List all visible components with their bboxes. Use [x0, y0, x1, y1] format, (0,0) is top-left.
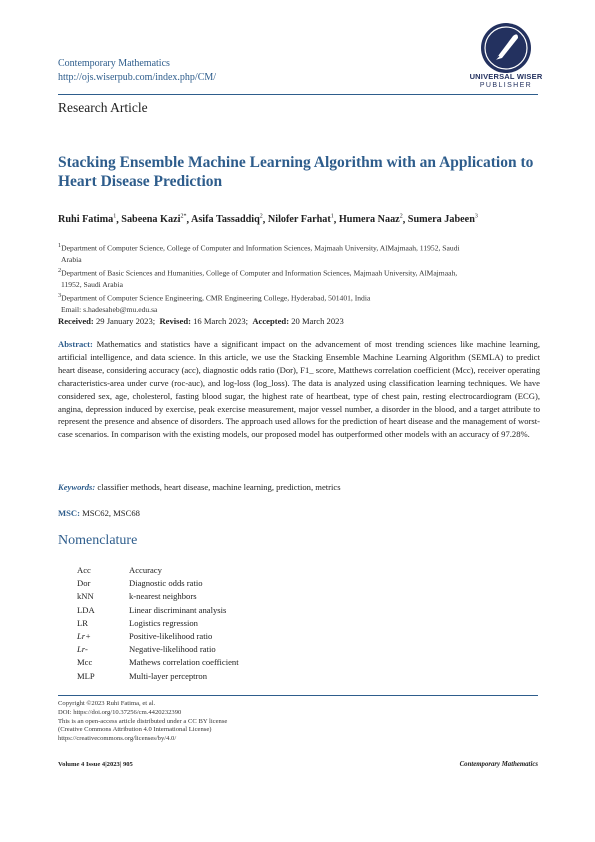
nomenclature-row: Dor Diagnostic odds ratio — [77, 578, 203, 589]
msc-text: MSC62, MSC68 — [82, 508, 140, 518]
journal-header — [58, 57, 216, 85]
msc-label: MSC: — [58, 508, 80, 518]
publisher-sub: PUBLISHER — [479, 82, 533, 89]
nomenclature-row: kNN k-nearest neighbors — [77, 591, 197, 602]
footer-volume: Volume 4 Issue 4|2023| 905 — [58, 761, 133, 768]
nomenclature-row: Lr- Negative-likelihood ratio — [77, 644, 216, 655]
author: Ruhi Fatima$^1$ — [58, 214, 117, 226]
abstract-label: Abstract: — [58, 339, 93, 349]
abstract — [58, 338, 540, 441]
nomenclature-row: LDA Linear discriminant analysis — [77, 604, 227, 615]
nomenclature-row: LR Logistics regression — [77, 617, 198, 628]
copyright-line: Copyright ©2023 Ruhi Fatima, et al. — [58, 700, 156, 707]
article-type: Research Article — [58, 100, 148, 115]
nomenclature-row: MLP Multi-layer perceptron — [77, 670, 208, 681]
nomenclature-row: Lr+ Positive-likelihood ratio — [77, 630, 213, 641]
affiliations — [58, 240, 543, 315]
affiliation: $^2$Department of Basic Sciences and Humanities, College of Computer and Information Sciences, Majmaah University, AlMajmaah, — [58, 266, 458, 278]
license-line: This is an open-access article distributed under a CC BY license — [58, 717, 228, 725]
keywords-label: Keywords: — [58, 482, 96, 492]
email[interactable]: Email: s.hadesaheb@mu.edu.sa — [61, 304, 158, 314]
nomenclature-title: Nomenclature — [58, 533, 138, 548]
paper-title: Stacking Ensemble Machine Learning Algorithm with an Application to Heart Disease Prediction — [58, 154, 534, 190]
author: Nilofer Farhat$^1$ — [267, 214, 334, 226]
author: Sabeena Kazi$^{2*}$ — [121, 214, 187, 226]
nomenclature-row: Mcc Mathews correlation coefficient — [77, 657, 239, 668]
msc — [58, 508, 140, 518]
affiliation: $^1$Department of Computer Science, College of Computer and Information Sciences, Majmaah University, AlMajmaah, 11952, Saudi — [58, 242, 460, 253]
journal-url[interactable]: http://ojs.wiserpub.com/index.php/CM/ — [58, 72, 217, 83]
author: Asifa Tassaddiq$^2$ — [190, 214, 263, 226]
keywords — [58, 482, 341, 492]
article-dates: Received: 29 January 2023; Revised: 16 March 2023; Accepted: 20 March 2023 — [58, 316, 344, 326]
abstract-text: Mathematics and statistics have a significant impact on the advancement of most trending sciences like machine learning, artificial intelligence, and data science. In this article, we use the Stacking Ensemble Machine Learning Algorithm (SEMLA) to predict heart disease, considering accuracy (acc), diagnostic odds ratio (Dor), F1_ score, Matthews correlation coefficient (Mcc), receiver operating characteristics-area under curve (roc-auc), and log-loss (log_loss). The data is analyzed using classification learning techniques. We have considered sex, age, cholesterol, fasting blood sugar, the highest rate of heartbeat, type of chest pain, resting electrocardiogram (ECG), angina, depression induced by exercise, peak exercise measurement, major vessel number, a disorder in the blood, and a target attribute to represent the presence and absence of disorders. The approach used allows for the prediction of heart disease and the management of worst-case scenarios. In comparison with the existing models, our proposed model has outperformed other models with an accuracy of 97.28%. — [58, 339, 540, 440]
publisher-name: UNIVERSAL WISER — [469, 72, 543, 81]
author: Humera Naaz$^2$ — [338, 214, 403, 226]
doi-link[interactable]: DOI: https://doi.org/10.37256/cm.4420232390 — [58, 708, 182, 716]
header-divider — [58, 94, 538, 95]
nomenclature-row: Acc Accuracy — [77, 565, 162, 575]
author: Sumera Jabeen$^3$ — [407, 214, 478, 226]
keywords-text: classifier methods, heart disease, machine learning, prediction, metrics — [97, 482, 341, 492]
license-line: (Creative Commons Attribution 4.0 International License) — [58, 726, 212, 734]
affiliation-cont: 11952, Saudi Arabia — [61, 279, 123, 289]
copyright-block — [58, 700, 227, 744]
affiliation: $^3$Department of Computer Science Engineering, CMR Engineering College, Hyderabad, 501401, India — [58, 291, 371, 303]
journal-name: Contemporary Mathematics — [58, 58, 170, 69]
author-list: Ruhi Fatima$^1$, Sabeena Kazi$^{2*}$, Asifa Tassaddiq$^2$, Nilofer Farhat$^1$, Humera Naaz$^2$, Sumera Jabeen$^3$ — [58, 214, 478, 226]
nomenclature-list — [77, 564, 239, 683]
footer-journal: Contemporary Mathematics — [459, 761, 538, 768]
affiliation-cont: Arabia — [61, 254, 82, 264]
footer-divider — [58, 695, 538, 696]
license-link[interactable]: https://creativecommons.org/licenses/by/4.0/ — [58, 735, 177, 743]
